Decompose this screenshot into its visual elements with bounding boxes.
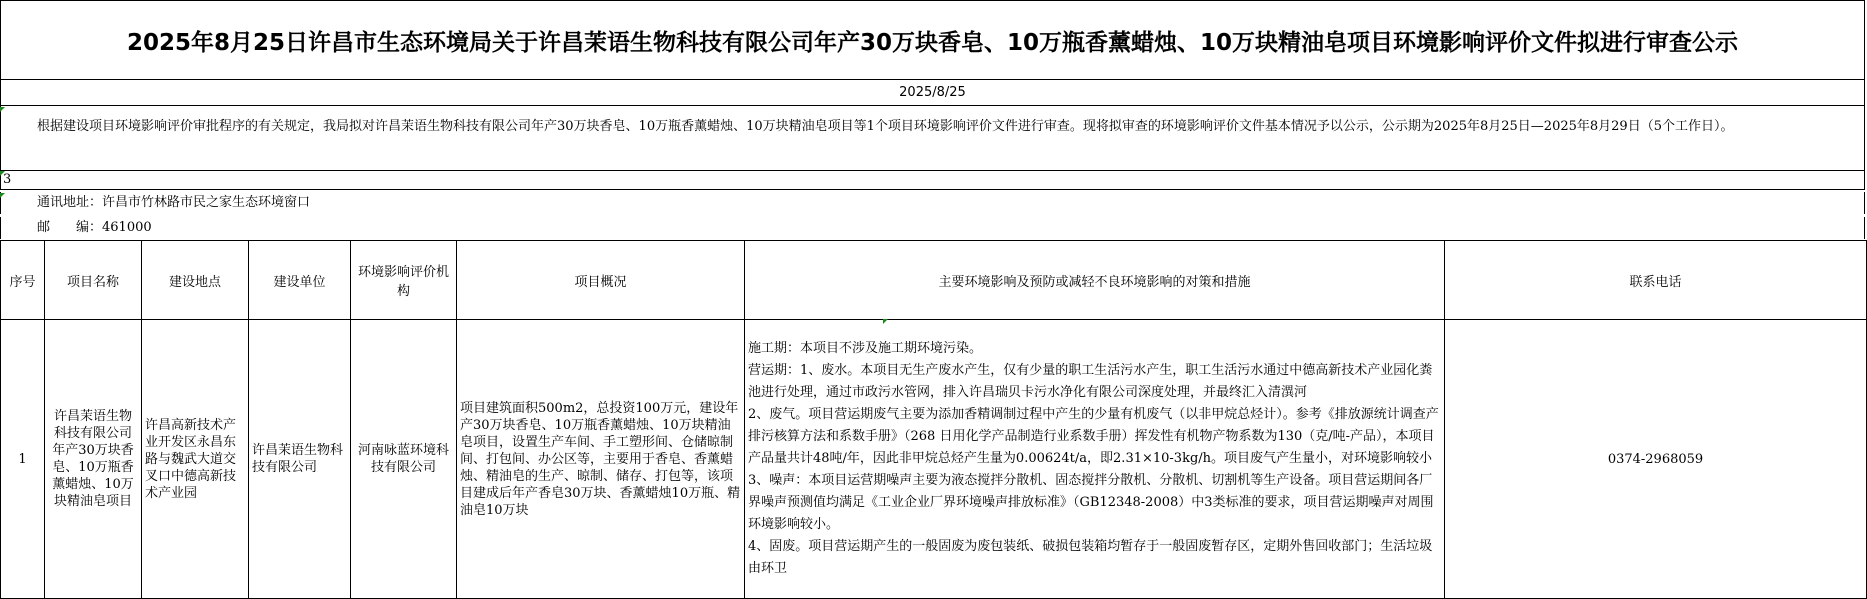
- project-count: 3: [0, 170, 1865, 190]
- impact-line: 3、噪声：本项目运营期噪声主要为液态搅拌分散机、固态搅拌分散机、分散机、切割机等生产设备。项目营运期间各厂界噪声预测值均满足《工业企业厂界环境噪声排放标准》（GB12348-2008）中3类标准的要求，项目营运期噪声对周围环境影响较小。: [748, 473, 1434, 532]
- header-builder: 建设单位: [249, 241, 351, 320]
- impact-line: 营运期：1、废水。本项目无生产废水产生，仅有少量的职工生活污水产生，职工生活污水通过中德高新技术产业园化粪池进行处理，通过市政污水管网，排入许昌瑞贝卡污水净化有限公司深度处理，并最终汇入清潩河: [748, 363, 1433, 400]
- cell-comment-marker: [883, 319, 888, 324]
- table-row: [1, 320, 1867, 599]
- cell-location: 许昌高新技术产业开发区永昌东路与魏武大道交叉口中德高新技术产业园: [142, 320, 249, 599]
- impact-line: 施工期：本项目不涉及施工期环境污染。: [748, 341, 983, 356]
- cell-comment-marker: [0, 193, 5, 198]
- project-table: [0, 240, 1867, 599]
- impact-line: 4、固废。项目营运期产生的一般固废为废包装纸、破损包装箱均暂存于一般固废暂存区，定期外售回收部门；生活垃圾由环卫: [748, 539, 1433, 576]
- cell-overview: 项目建筑面积500m2，总投资100万元，建设年产30万块香皂、10万瓶香薰蜡烛、10万块精油皂项目，设置生产车间、手工塑形间、仓储晾制间、打包间、办公区等，主要用于香皂、香薰蜡烛、精油皂的生产、晾制、储存、打包等，该项目建成后年产香皂30万块、香薰蜡烛10万瓶、精油皂10万块: [457, 320, 745, 599]
- notice-date: 2025/8/25: [0, 80, 1865, 106]
- header-project-name: 项目名称: [45, 241, 142, 320]
- cell-impact: [745, 320, 1445, 599]
- cell-project-name: 许昌茉语生物科技有限公司年产30万块香皂、10万瓶香薰蜡烛、10万块精油皂项目: [45, 320, 142, 599]
- notice-title: 2025年8月25日许昌市生态环境局关于许昌茉语生物科技有限公司年产30万块香皂、10万瓶香薰蜡烛、10万块精油皂项目环境影响评价文件拟进行审查公示: [0, 0, 1865, 80]
- header-impact: 主要环境影响及预防或减轻不良环境影响的对策和措施: [745, 241, 1445, 320]
- cell-eia-agency: 河南咏蓝环境科技有限公司: [351, 320, 457, 599]
- postcode: 邮 编：461000: [0, 217, 1865, 239]
- cell-comment-marker: [0, 171, 5, 176]
- cell-builder: 许昌茉语生物科技有限公司: [249, 320, 351, 599]
- header-seq: 序号: [1, 241, 45, 320]
- table-header-row: [1, 241, 1867, 320]
- header-overview: 项目概况: [457, 241, 745, 320]
- header-location: 建设地点: [142, 241, 249, 320]
- notice-intro: 根据建设项目环境影响评价审批程序的有关规定，我局拟对许昌茉语生物科技有限公司年产30万块香皂、10万瓶香薰蜡烛、10万块精油皂项目等1个项目环境影响评价文件进行审查。现将拟审查的环境影响评价文件基本情况予以公示，公示期为2025年8月25日—2025年8月29日（5个工作日）。: [0, 106, 1865, 170]
- impact-line: 2、废气。项目营运期废气主要为添加香精调制过程中产生的少量有机废气（以非甲烷总烃计）。参考《排放源统计调查产排污核算方法和系数手册》（268 日用化学产品制造行业系数手册）挥发性有机物产物系数为130（克/吨-产品），本项目产品量共计48吨/年，因此非甲烷总烃产生量为0.00624t/a，即2.31×10-3kg/h。项目废气产生量小，对环境影响较小: [748, 407, 1439, 466]
- header-phone: 联系电话: [1445, 241, 1867, 320]
- cell-comment-marker: [0, 107, 5, 112]
- header-eia-agency: 环境影响评价机构: [351, 241, 457, 320]
- cell-phone: 0374-2968059: [1445, 320, 1867, 599]
- mailing-address: 通讯地址：许昌市竹林路市民之家生态环境窗口: [0, 192, 1865, 214]
- cell-seq: 1: [1, 320, 45, 599]
